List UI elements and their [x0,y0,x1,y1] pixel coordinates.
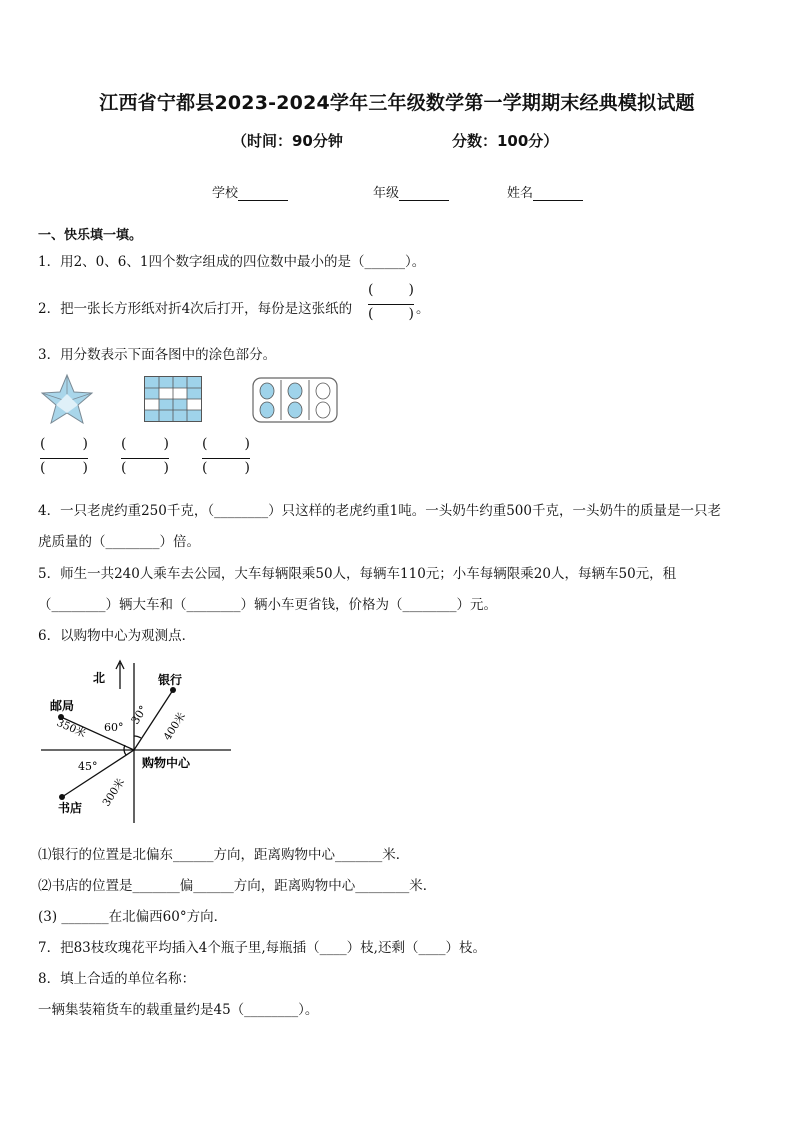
school-label: 学校 [212,186,239,201]
bank-label: 银行 [158,673,183,687]
paren-left: ( [368,306,374,322]
distance-300-label: 300米 [100,776,128,809]
paren-left: ( [202,460,208,476]
paren-right: ) [244,436,250,452]
grade-blank[interactable] [399,187,449,201]
page-title: 江西省宁都县2023-2024学年三年级数学第一学期期末经典模拟试题 [99,92,695,114]
school-blank[interactable] [238,187,288,201]
paren-left: ( [202,436,208,452]
name-blank[interactable] [533,187,583,201]
fraction-bar [368,304,414,305]
question-8: 8．填上合适的单位名称： [38,971,196,987]
post-office-label: 邮局 [50,699,75,713]
paren-left: ( [121,460,127,476]
question-5-line-2: （________）辆大车和（________）辆小车更省钱，价格为（________）元。 [38,597,497,613]
fraction-bar [202,458,250,459]
star-figure [38,372,96,428]
name-field [507,182,583,201]
paren-left: ( [121,436,127,452]
question-1: 1．用2、0、6、1四个数字组成的四位数中最小的是（______）。 [38,254,426,270]
angle-60-label: 60° [104,721,124,734]
north-label: 北 [93,671,106,685]
angle-45-label: 45° [78,760,98,773]
question-2: 2．把一张长方形纸对折4次后打开，每份是这张纸的 [38,301,353,317]
distance-400-label: 400米 [161,710,189,743]
exam-score: 分数：100分） [452,132,559,150]
question-4-line-2: 虎质量的（________）倍。 [38,534,200,550]
question-4-line-1: 4．一只老虎约重250千克，（________）只这样的老虎约重1吨。一头奶牛约重500千克，一头奶牛的质量是一只老 [38,503,721,519]
q3-fraction-blank-1[interactable] [40,438,88,480]
question-6-sub-3: (3) _______在北偏西60°方向． [38,909,228,925]
center-label: 购物中心 [142,756,191,770]
question-5-line-1: 5．师生一共240人乘车去公园，大车每辆限乘50人，每辆车110元；小车每辆限乘20人，每辆车50元，租 [38,566,677,582]
strawberry-figure [252,377,338,423]
grid-figure [144,376,202,422]
question-6: 6．以购物中心为观测点． [38,628,196,644]
paren-right: ) [163,436,169,452]
paren-right: ) [163,460,169,476]
question-7: 7．把83枝玫瑰花平均插入4个瓶子里,每瓶插（____）枝,还剩（____）枝。 [38,940,486,956]
question-2-end: 。 [416,301,430,317]
q2-fraction-blank[interactable] [368,284,414,326]
direction-diagram [36,655,236,825]
paren-right: ) [408,282,414,298]
q3-fraction-blank-3[interactable] [202,438,250,480]
paren-left: ( [368,282,374,298]
section-heading: 一、快乐填一填。 [38,228,143,243]
bookstore-point [59,794,65,800]
grade-field [373,182,449,201]
grade-label: 年级 [373,186,400,201]
question-8-sub: 一辆集装箱货车的载重量约是45（________）。 [38,1002,319,1018]
paren-right: ) [82,460,88,476]
paren-left: ( [40,436,46,452]
bookstore-label: 书店 [58,801,83,815]
question-6-sub-2: ⑵书店的位置是_______偏______方向，距离购物中心________米． [38,878,437,894]
paren-right: ) [408,306,414,322]
paren-right: ) [244,460,250,476]
paren-left: ( [40,460,46,476]
school-field [212,182,288,201]
paren-right: ) [82,436,88,452]
question-3: 3．用分数表示下面各图中的涂色部分。 [38,347,277,363]
distance-350-label: 350米 [54,716,88,741]
name-label: 姓名 [507,186,534,201]
fraction-bar [40,458,88,459]
q3-fraction-blank-2[interactable] [121,438,169,480]
exam-time: （时间：90分钟 [232,132,343,150]
fraction-bar [121,458,169,459]
question-6-sub-1: ⑴银行的位置是北偏东______方向，距离购物中心_______米． [38,847,410,863]
bank-point [170,687,176,693]
angle-30-label: 30° [128,703,151,727]
